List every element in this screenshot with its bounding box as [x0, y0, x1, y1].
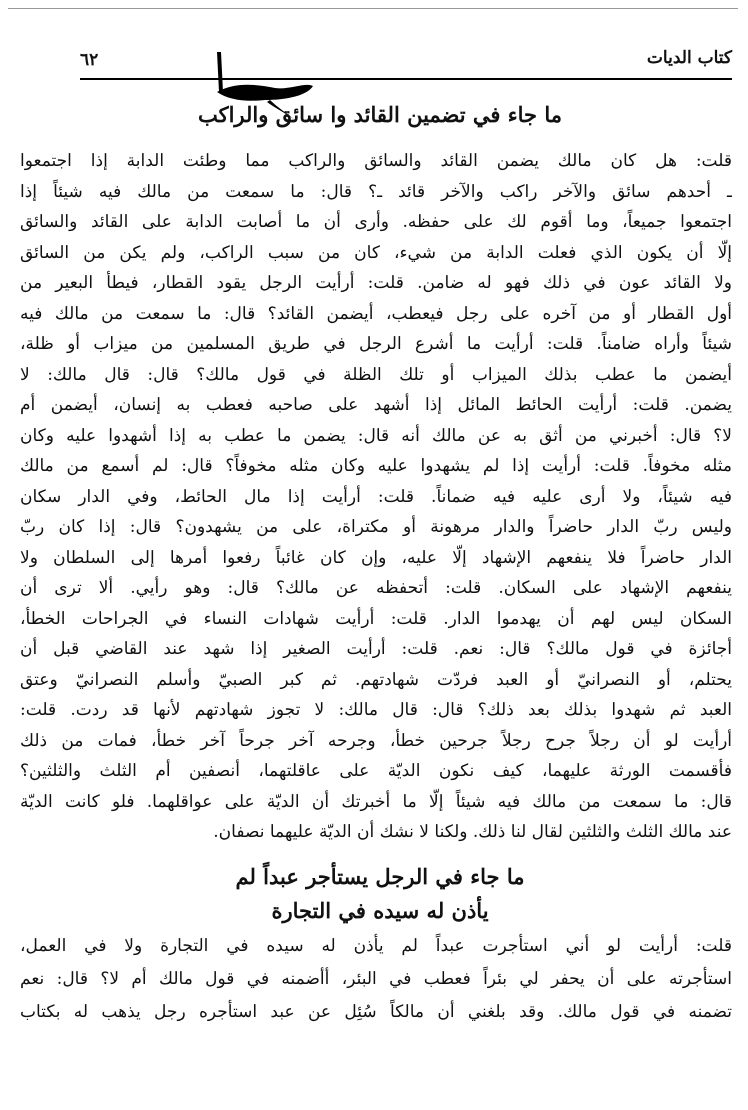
text-line: شيئاً وأراه ضامناً. قلت: أرأيت ما أشرع الرجل في طريق المسلمين من ميزاب أو ظلة، — [20, 334, 732, 354]
text-line: فيه شيئاً، ولا أرى عليه فيه ضماناً. قلت: أرأيت إذا مال الحائط، وفي الدار سكان — [20, 486, 732, 507]
section-title-2-line-1: ما جاء في الرجل يستأجر عبداً لم — [235, 864, 525, 889]
text-line: قلت: هل كان مالك يضمن القائد والسائق والراكب مما وطئت الدابة إذا اجتمعوا — [20, 151, 732, 171]
text-line: يضمن. قلت: أرأيت الحائط المائل إذا أشهد على صاحبه فعطب به إنسان، أيضمن أم — [20, 395, 732, 415]
book-title: كتاب الديات — [646, 48, 732, 68]
text-line: مثله مخوفاً. قلت: أرأيت إذا لم يشهدوا عليه وكان مثله مخوفاً؟ قال: لم أسمع من مالك — [20, 456, 732, 476]
page-number: ٦٢ — [80, 50, 99, 70]
text-line: أرأيت لو أن رجلاً جرح رجلاً جرحين خطأ، وجرحه آخر جرحاً آخر خطأ، فمات من ذلك — [20, 730, 732, 751]
text-line: أجائزة في قول مالك؟ قال: نعم. قلت: أرأيت الصغير إذا شهد عند القاضي قبل أن — [20, 639, 732, 659]
text-line: السكان ليس لهم أن يهدموا الدار. قلت: أرأيت شهادات النساء في الجراحات الخطأ، — [20, 608, 732, 629]
text-line: فأقسمت الورثة عليهما، كيف نكون الديّة على عاقلتهما، أنصفين أم الثلث والثلثين؟ — [20, 761, 732, 781]
text-line: يحتلم، أو النصرانيّ أو العبد فردّت شهادتهم. ثم كبر الصبيّ وأسلم النصرانيّ وعتق — [20, 669, 732, 690]
top-edge-line — [8, 8, 738, 9]
text-line: استأجرته على أن يحفر لي بئراً فعطب في البئر، أأضمنه في قول مالك أم لا؟ قال: نعم — [20, 969, 732, 989]
text-line: ينفعهم الإشهاد على السكان. قلت: أتحفظه عن مالك؟ قال: وهو رأيي. ألا ترى أن — [20, 578, 732, 598]
text-line: اجتمعوا جميعاً، وما أقوم لك على حفظه. وأرى أن ما أصابت الدابة على القائد والسائق — [20, 212, 732, 232]
text-line: وليس ربّ الدار حاضراً والدار مرهونة أو مكتراة، على من يشهدون؟ قال: إذا كان ربّ — [20, 517, 732, 537]
text-line: أول القطار أو من آخره على رجل فيعطب، أيضمن القائد؟ قال: ما سمعت من مالك فيه — [20, 303, 732, 324]
text-line: عند مالك الثلث والثلثين لقال لنا ذلك. ولكنا لا نشك أن الديّة عليهما نصفان. — [213, 822, 732, 842]
text-line: ولا القائد عون في ذلك فهو له ضامن. قلت: أرأيت الرجل يقود القطار، فيطأ البعير من — [20, 273, 732, 293]
section-title-1: ما جاء في تضمين القائد وا سائق والراكب — [197, 102, 562, 127]
section-1-body — [20, 146, 732, 848]
text-line: لا؟ قال: أخبرني من أثق به عن مالك أنه قال: يضمن ما عطب به إذا أشهدوا عليه وكان — [20, 425, 732, 446]
text-line: قلت: أرأيت لو أني استأجرت عبداً لم يأذن له سيده في التجارة ولا في العمل، — [20, 936, 732, 956]
text-line: أيضمن ما عطب بذلك الميزاب أو تلك الظلة في قول مالك؟ قال: قال مالك: لا — [20, 364, 732, 385]
section-2-body — [20, 930, 732, 1029]
text-line: العبد ثم شهدوا بذلك بعد ذلك؟ قال: قال مالك: لا تجوز شهادتهم لأنها قد ردت. قلت: — [20, 700, 732, 720]
text-line: ـ أحدهم سائق والآخر راكب والآخر قائد ـ؟ قال: ما سمعت من مالك فيه شيئاً إذا — [20, 181, 732, 202]
text-line: إلّا أن يكون الذي فعلت الدابة من شيء، كان من سبب الراكب، ولم يكن من السائق — [20, 242, 732, 263]
section-title-2-line-2: يأذن له سيده في التجارة — [271, 898, 489, 923]
text-line: تضمنه في قول مالك. وقد بلغني أن مالكاً سُئِل عن عبد استأجره رجل يذهب له بكتاب — [20, 1002, 732, 1022]
running-header — [80, 38, 732, 80]
text-line: قال: ما سمعت من مالك فيه شيئاً إلّا ما أخبرتك أن الديّة على عواقلهما. فلو كانت الديّة — [20, 791, 732, 812]
section-title-2 — [60, 860, 700, 928]
text-line: الدار حاضراً فلا ينفعهم الإشهاد إلّا عليه، وإن كان غائباً رفعوا أمرها إلى السلطان ولا — [20, 547, 732, 568]
